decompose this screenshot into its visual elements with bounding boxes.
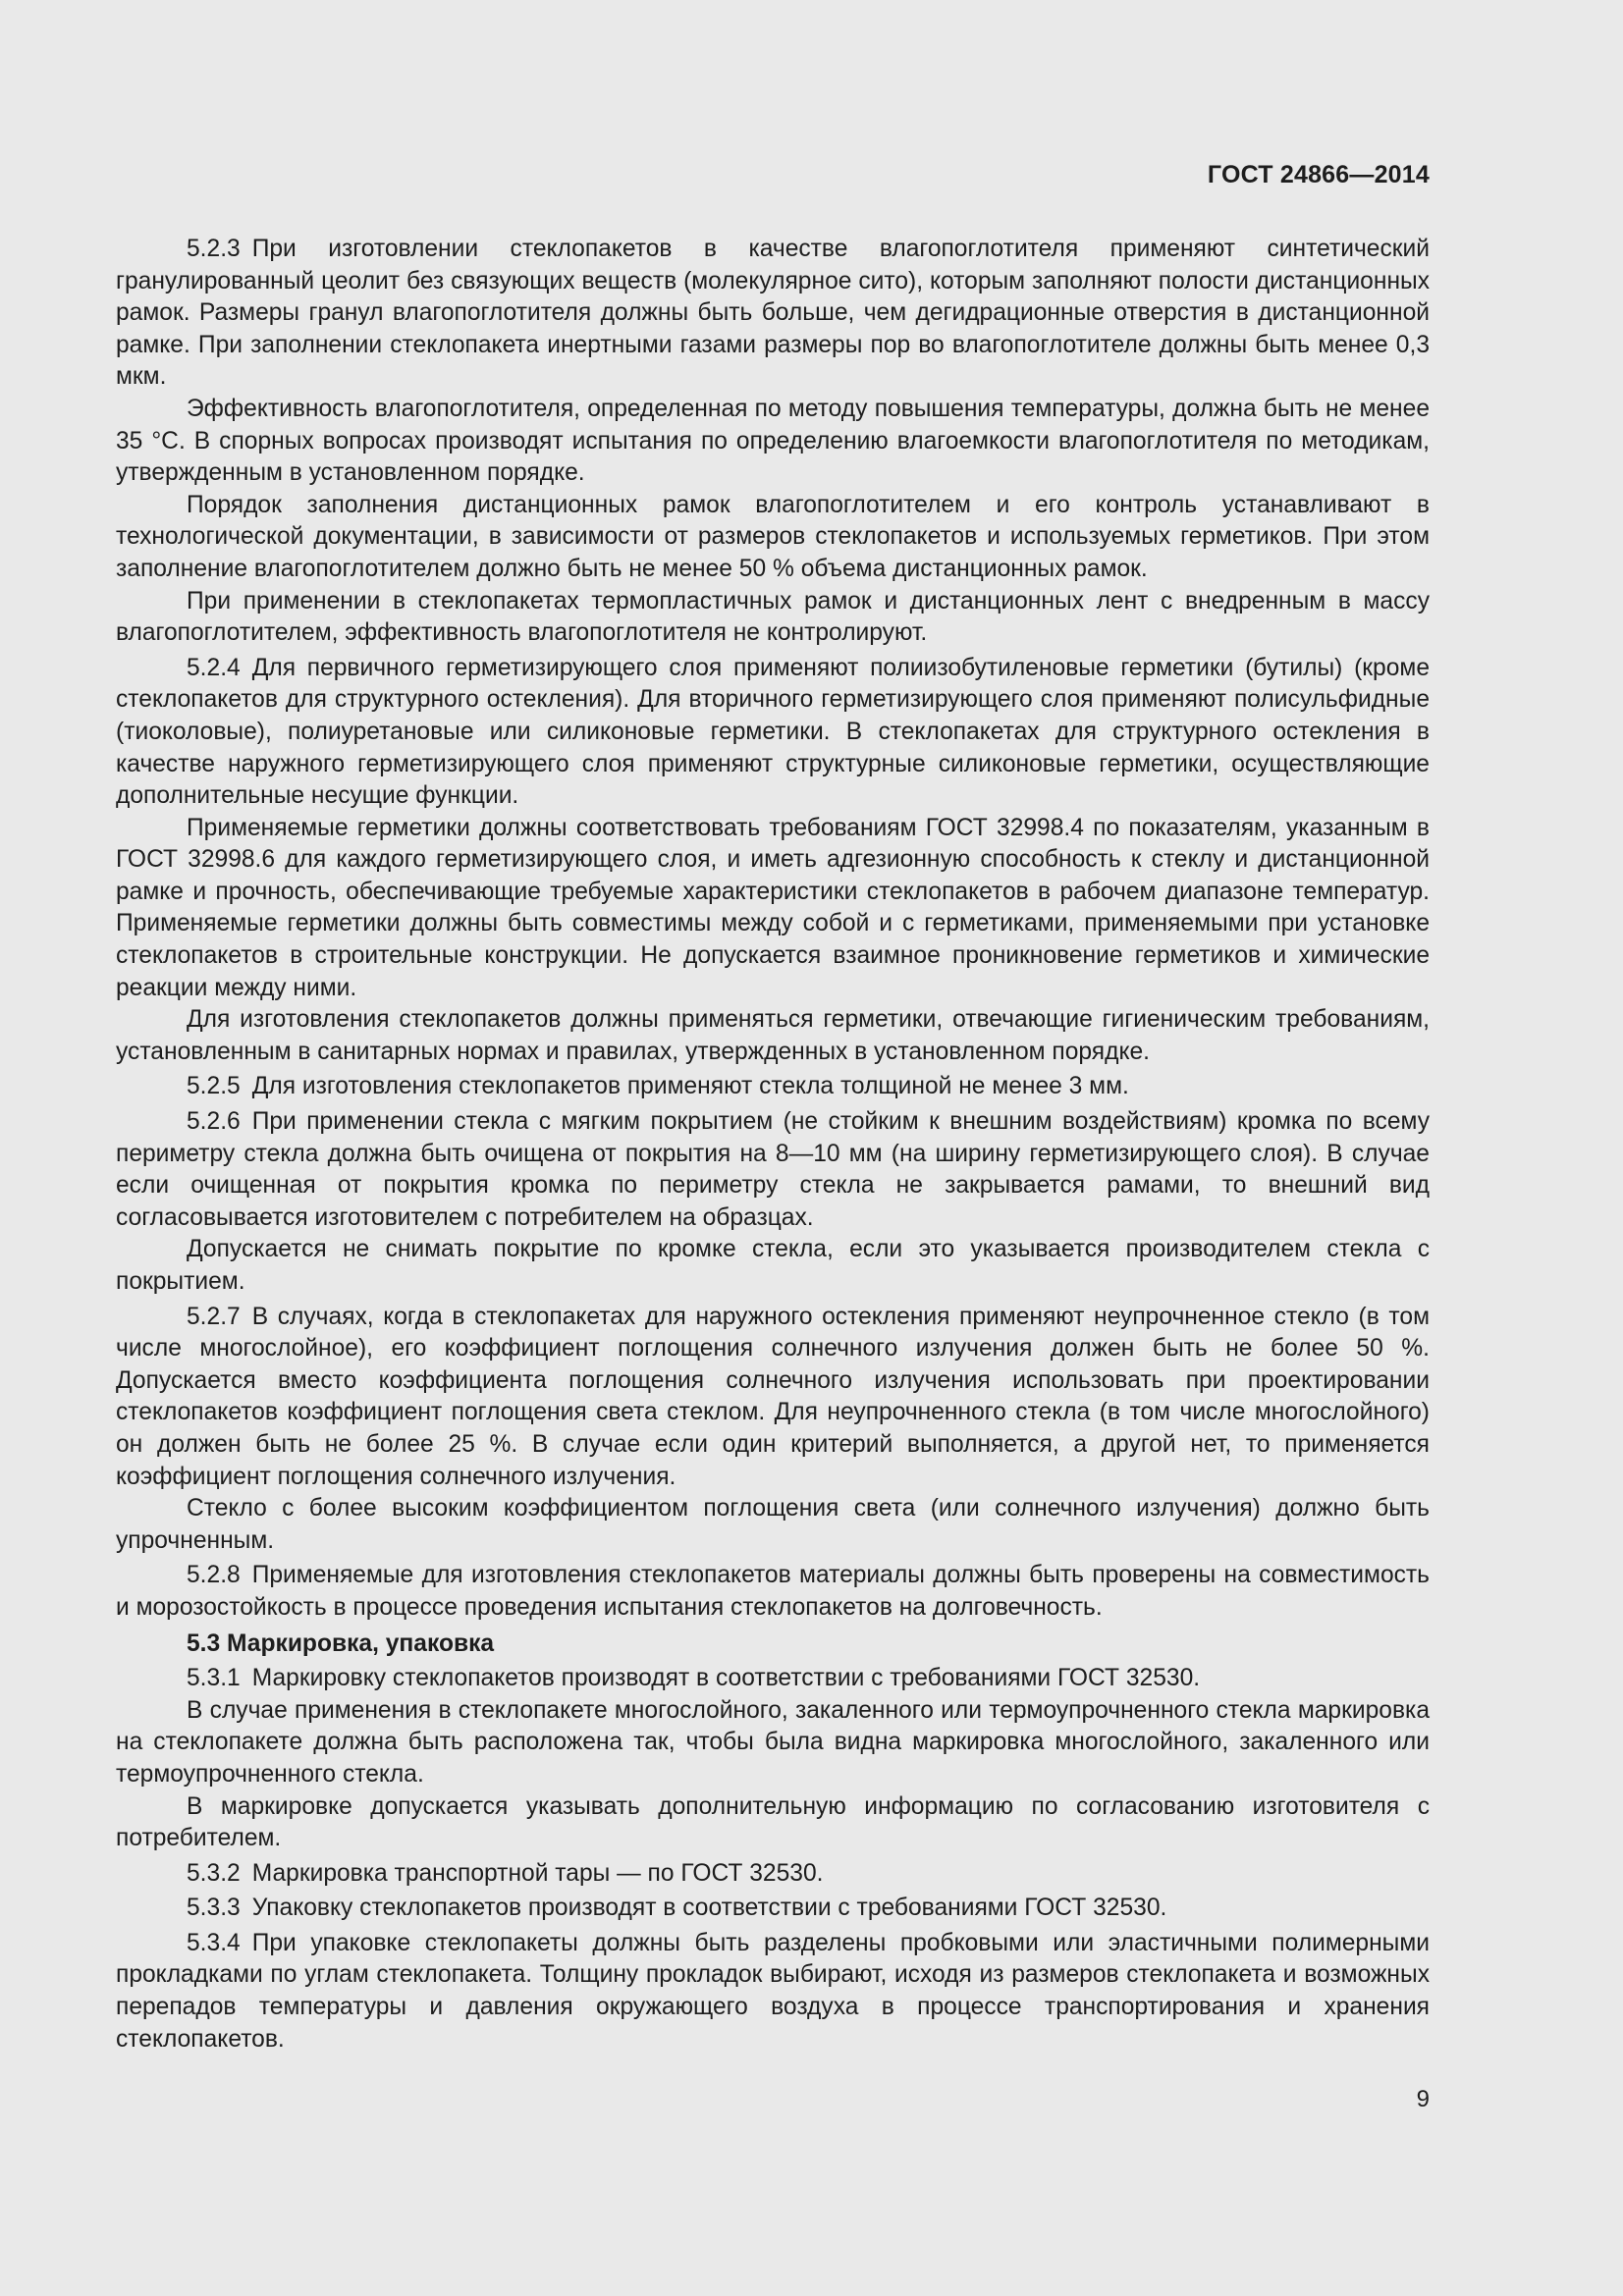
- section-5-2-paragraphs: [116, 234, 1430, 1625]
- paragraph: [116, 1302, 1430, 1494]
- section-heading: 5.3 Маркировка, упаковка: [187, 1629, 495, 1657]
- clause-number: 5.2.8: [187, 1562, 241, 1589]
- paragraph: [116, 1493, 1430, 1557]
- paragraph-text: В случае применения в стеклопакете многослойного, закаленного или термоупрочненного стекла маркировка на стеклопакете должна быть расположена так, чтобы была видна маркировка многослойного, закаленного или термоупрочненного стекла.: [116, 1696, 1430, 1788]
- paragraph: [116, 1234, 1430, 1298]
- clause-number: 5.2.5: [187, 1073, 241, 1100]
- clause-number: 5.3.4: [187, 1929, 241, 1956]
- paragraph-text: Для изготовления стеклопакетов применяют стекла толщиной не менее 3 мм.: [251, 1073, 1129, 1100]
- paragraph: [116, 1791, 1430, 1855]
- document-body: [116, 231, 1430, 2056]
- paragraph-text: Эффективность влагопоглотителя, определенная по методу повышения температуры, должна быть не менее 35 °С. В спорных вопросах производят испытания по определению влагоемкости влагопоглотителя по методикам, утвержденным в установленном порядке.: [116, 395, 1430, 487]
- paragraph: [116, 1106, 1430, 1234]
- paragraph-text: Маркировка транспортной тары — по ГОСТ 32530.: [251, 1859, 824, 1887]
- paragraph-text: При применении стекла с мягким покрытием (не стойким к внешним воздействиям) кромка по всему периметру стекла должна быть очищена от покрытия на 8—10 мм (на ширину герметизирующего слоя). В случае если очищенная от покрытия кромка по периметру стекла не закрывается рамами, то внешний вид согласовывается изготовителем с потребителем на образцах.: [116, 1108, 1430, 1231]
- paragraph: [116, 1560, 1430, 1624]
- paragraph: [116, 234, 1430, 394]
- paragraph-text: При применении в стеклопакетах термопластичных рамок и дистанционных лент с внедренным в массу влагопоглотителем, эффективность влагопоглотителя не контролируют.: [116, 587, 1430, 647]
- paragraph-text: Допускается не снимать покрытие по кромке стекла, если это указывается производителем стекла с покрытием.: [116, 1236, 1430, 1295]
- paragraph: [116, 1893, 1430, 1925]
- clause-number: 5.3.2: [187, 1859, 241, 1887]
- paragraph: [116, 1663, 1430, 1695]
- paragraph-text: Упаковку стеклопакетов производят в соответствии с требованиями ГОСТ 32530.: [251, 1895, 1167, 1922]
- clause-number: 5.3.1: [187, 1665, 241, 1692]
- paragraph-text: Применяемые герметики должны соответствовать требованиям ГОСТ 32998.4 по показателям, указанным в ГОСТ 32998.6 для каждого герметизирующего слоя, и иметь адгезионную способность к стеклу и дистанционной рамке и прочность, обеспечивающие требуемые характеристики стеклопакетов в рабочем диапазоне температур. Применяемые герметики должны быть совместимы между собой и с герметиками, применяемыми при установке стеклопакетов в строительные конструкции. Не допускается взаимное проникновение герметиков и химические реакции между ними.: [116, 814, 1430, 1001]
- paragraph-text: При упаковке стеклопакеты должны быть разделены пробковыми или эластичными полимерными прокладками по углам стеклопакета. Толщину прокладок выбирают, исходя из размеров стеклопакета и возможных перепадов температуры и давления окружающего воздуха в процессе транспортирования и хранения стеклопакетов.: [116, 1929, 1430, 2053]
- paragraph: [116, 653, 1430, 813]
- paragraph-text: В случаях, когда в стеклопакетах для наружного остекления применяют неупрочненное стекло (в том числе многослойное), его коэффициент поглощения солнечного излучения должен быть не более 50 %. Допускается вместо коэффициента поглощения солнечного излучения использовать при проектировании стеклопакетов коэффициент поглощения света стеклом. Для неупрочненного стекла (в том числе многослойного) он должен быть не более 25 %. В случае если один критерий выполняется, а другой нет, то применяется коэффициент поглощения солнечного излучения.: [116, 1303, 1430, 1490]
- paragraph: [116, 586, 1430, 650]
- clause-number: 5.3.3: [187, 1895, 241, 1922]
- paragraph: [116, 1004, 1430, 1068]
- document-id-header: ГОСТ 24866—2014: [1207, 161, 1430, 188]
- paragraph-text: Для первичного герметизирующего слоя применяют полиизобутиленовые герметики (бутилы) (кроме стеклопакетов для структурного остекления). Для вторичного герметизирующего слоя применяют полисульфидные (тиоколовые), полиуретановые или силиконовые герметики. В стеклопакетах для структурного остекления в качестве наружного герметизирующего слоя применяют структурные силиконовые герметики, осуществляющие дополнительные несущие функции.: [116, 654, 1430, 810]
- paragraph: [116, 490, 1430, 586]
- clause-number: 5.2.6: [187, 1108, 241, 1136]
- clause-number: 5.2.7: [187, 1303, 241, 1330]
- paragraph: [116, 1928, 1430, 2056]
- paragraph-text: Для изготовления стеклопакетов должны применяться герметики, отвечающие гигиеническим требованиям, установленным в санитарных нормах и правилах, утвержденных в установленном порядке.: [116, 1006, 1430, 1065]
- clause-number: 5.2.4: [187, 654, 241, 681]
- page-number: 9: [1416, 2086, 1430, 2112]
- paragraph-text: Маркировку стеклопакетов производят в соответствии с требованиями ГОСТ 32530.: [251, 1665, 1201, 1692]
- paragraph-text: В маркировке допускается указывать дополнительную информацию по согласованию изготовителя с потребителем.: [116, 1792, 1430, 1852]
- paragraph: [116, 813, 1430, 1005]
- section-5-3-paragraphs: [116, 1663, 1430, 2056]
- paragraph: [116, 394, 1430, 490]
- paragraph-text: Применяемые для изготовления стеклопакетов материалы должны быть проверены на совместимость и морозостойкость в процессе проведения испытания стеклопакетов на долговечность.: [116, 1562, 1430, 1621]
- paragraph-text: При изготовлении стеклопакетов в качестве влагопоглотителя применяют синтетический гранулированный цеолит без связующих веществ (молекулярное сито), которым заполняют полости дистанционных рамок. Размеры гранул влагопоглотителя должны быть больше, чем дегидрационные отверстия в дистанционной рамке. При заполнении стеклопакета инертными газами размеры пор во влагопоглотителе должны быть менее 0,3 мкм.: [116, 236, 1430, 391]
- paragraph-text: Стекло с более высоким коэффициентом поглощения света (или солнечного излучения) должно быть упрочненным.: [116, 1495, 1430, 1554]
- paragraph: [116, 1071, 1430, 1103]
- clause-number: 5.2.3: [187, 236, 241, 262]
- paragraph: [116, 1858, 1430, 1891]
- paragraph: [116, 1695, 1430, 1791]
- paragraph-text: Порядок заполнения дистанционных рамок влагопоглотителем и его контроль устанавливают в технологической документации, в зависимости от размеров стеклопакетов и используемых герметиков. При этом заполнение влагопоглотителем должно быть не менее 50 % объема дистанционных рамок.: [116, 491, 1430, 582]
